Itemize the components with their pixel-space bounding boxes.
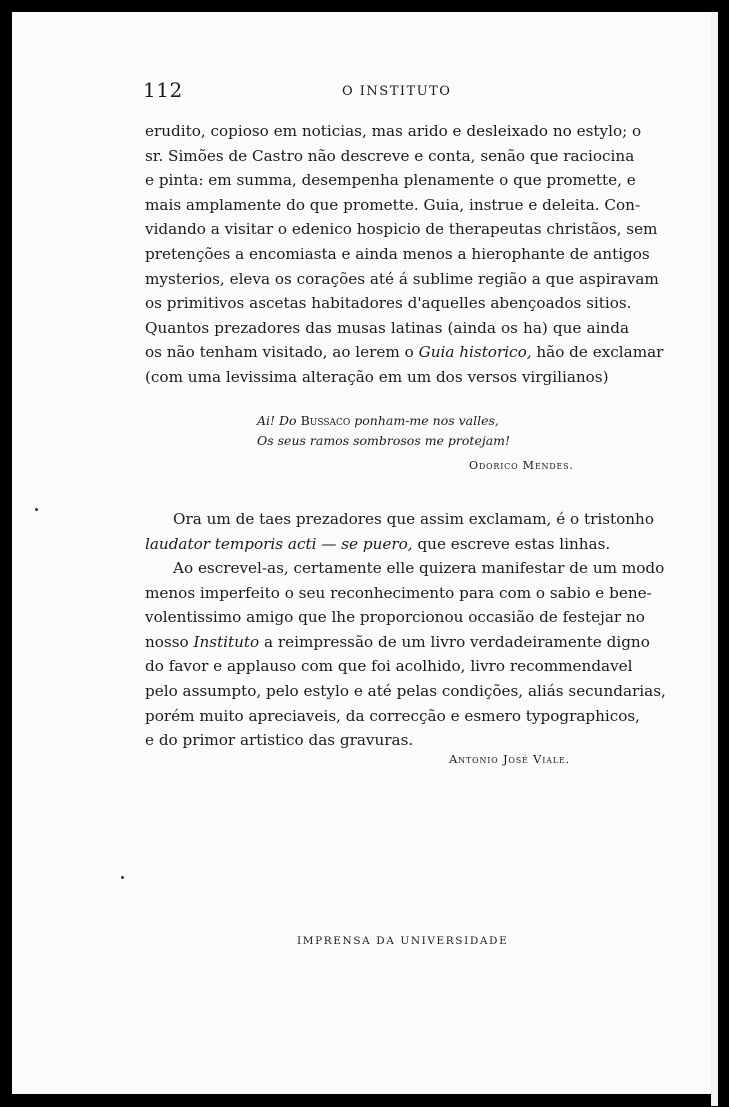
text-line: do favor e applauso com que foi acolhido, livro recommendavel bbox=[145, 657, 633, 676]
text-run: nosso bbox=[145, 632, 189, 651]
text-run: a reimpressão de um livro verdadeiramente digno bbox=[264, 632, 650, 651]
verse-quote bbox=[257, 411, 510, 451]
journal-title-italic: Instituto bbox=[193, 632, 260, 651]
text-line: os primitivos ascetas habitadores d'aquelles abençoados sitios. bbox=[145, 294, 632, 313]
place-name: Bussaco bbox=[300, 413, 351, 428]
text-line: mais amplamente do que promette. Guia, instrue e deleita. Con- bbox=[145, 195, 641, 214]
text-run: que escreve estas linhas. bbox=[417, 534, 611, 553]
author-last: Mendes. bbox=[522, 459, 574, 472]
text-line: Quantos prezadores das musas latinas (ainda os ha) que ainda bbox=[145, 318, 629, 337]
running-title: O INSTITUTO bbox=[342, 84, 452, 99]
text-line: sr. Simões de Castro não descreve e conta, senão que raciocina bbox=[145, 146, 635, 165]
text-line: Ao escrevel-as, certamente elle quizera manifestar de um modo bbox=[173, 559, 665, 577]
text-run: hão de exclamar bbox=[536, 343, 664, 362]
quote-author bbox=[469, 459, 574, 472]
text-run: os não tenham visitado, ao lerem o bbox=[145, 343, 414, 362]
page-header bbox=[143, 78, 633, 108]
paragraph-1 bbox=[145, 119, 664, 390]
text-line-mixed bbox=[145, 532, 629, 557]
text-line: pelo assumpto, pelo estylo e até pelas condições, aliás secundarias, bbox=[145, 681, 666, 700]
author-first: Odorico bbox=[469, 459, 519, 472]
text-line: mysterios, eleva os corações até á sublime região a que aspiravam bbox=[145, 269, 659, 288]
text-line-mixed bbox=[145, 630, 650, 655]
paragraph-3 bbox=[145, 556, 666, 753]
book-title-italic: Guia historico, bbox=[418, 343, 532, 362]
text-line: porém muito apreciaveis, da correcção e esmero typographicos, bbox=[145, 706, 641, 725]
text-line: erudito, copioso em noticias, mas arido e desleixado no estylo; o bbox=[145, 122, 642, 140]
page-number: 112 bbox=[143, 78, 183, 102]
text-line: volentissimo amigo que lhe proporcionou occasião de festejar no bbox=[145, 608, 645, 627]
text-line: Ora um de taes prezadores que assim exclamam, é o tristonho bbox=[173, 510, 654, 528]
text-line-mixed bbox=[145, 340, 664, 365]
speck bbox=[35, 508, 38, 511]
text-line: (com uma levissima alteração em um dos versos virgilianos) bbox=[145, 367, 609, 386]
latin-phrase: laudator temporis acti — se puero, bbox=[145, 534, 413, 553]
text-line: vidando a visitar o edenico hospicio de therapeutas christãos, sem bbox=[145, 220, 658, 239]
wavy-rule-svg bbox=[258, 931, 516, 932]
text-line: e pinta: em summa, desempenha plenamente o que promette, e bbox=[145, 171, 636, 190]
speck bbox=[121, 876, 124, 879]
verse-run: Ai! Do bbox=[257, 413, 297, 428]
imprint: IMPRENSA DA UNIVERSIDADE bbox=[297, 935, 509, 947]
verse-run: ponham-me nos valles, bbox=[354, 413, 499, 428]
verse-line-2: Os seus ramos sombrosos me protejam! bbox=[257, 433, 511, 448]
verse-line-1 bbox=[257, 411, 510, 431]
text-line: menos imperfeito o seu reconhecimento para com o sabio e bene- bbox=[145, 583, 652, 602]
page-edge bbox=[711, 12, 718, 1106]
text-line: e do primor artistico das gravuras. bbox=[145, 731, 414, 750]
ornamental-wavy-rule bbox=[258, 924, 516, 932]
signature: Antonio José Viale. bbox=[449, 752, 570, 766]
paragraph-2 bbox=[145, 507, 654, 556]
text-line: pretenções a encomiasta e ainda menos a hierophante de antigos bbox=[145, 244, 650, 263]
